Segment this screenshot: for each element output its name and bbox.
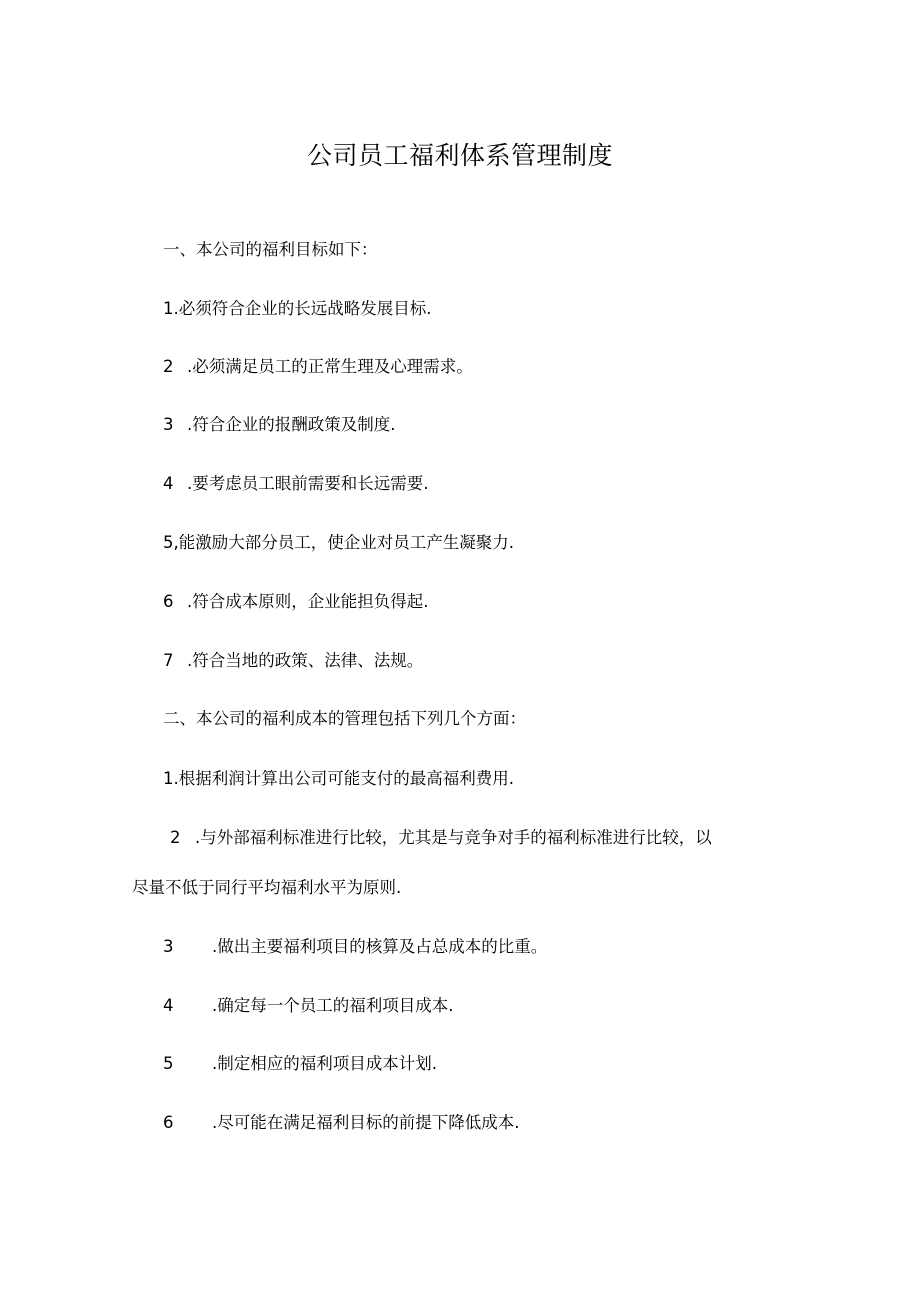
list-item bbox=[163, 649, 423, 673]
item-text: .必须满足员工的正常生理及心理需求。 bbox=[187, 357, 473, 376]
list-item bbox=[163, 767, 514, 791]
item-text: .要考虑员工眼前需要和长远需要. bbox=[187, 474, 429, 493]
item-text: .尽可能在满足福利目标的前提下降低成本. bbox=[212, 1113, 520, 1132]
item-number: 6 bbox=[163, 592, 174, 611]
item-text: .符合当地的政策、法律、法规。 bbox=[187, 651, 424, 670]
list-item bbox=[163, 413, 396, 437]
item-number: 3 bbox=[163, 937, 174, 956]
list-item bbox=[163, 531, 514, 555]
item-number: 2 bbox=[163, 357, 174, 376]
item-text: .做出主要福利项目的核算及占总成本的比重。 bbox=[212, 937, 548, 956]
item-number: 3 bbox=[163, 415, 174, 434]
item-number: 1. bbox=[163, 299, 179, 318]
list-item bbox=[163, 355, 473, 379]
section-heading-2: 二、本公司的福利成本的管理包括下列几个方面： bbox=[163, 709, 526, 728]
list-item bbox=[163, 297, 432, 321]
item-number: 7 bbox=[163, 651, 174, 670]
item-text: .符合成本原则，企业能担负得起. bbox=[187, 592, 429, 611]
item-number: 5, bbox=[163, 533, 179, 552]
item-text: .与外部福利标准进行比较，尤其是与竞争对手的福利标准进行比较，以 bbox=[195, 828, 712, 847]
page-title: 公司员工福利体系管理制度 bbox=[306, 141, 613, 170]
list-item bbox=[163, 1111, 520, 1135]
item-text: .制定相应的福利项目成本计划. bbox=[212, 1054, 437, 1073]
item-text: 必须符合企业的长远战略发展目标. bbox=[178, 299, 432, 318]
item-number: 5 bbox=[163, 1054, 174, 1073]
section-heading-1: 一、本公司的福利目标如下： bbox=[163, 240, 378, 259]
item-text: 能激励大部分员工，使企业对员工产生凝聚力. bbox=[178, 533, 514, 552]
item-number: 6 bbox=[163, 1113, 174, 1132]
list-item bbox=[163, 1052, 437, 1076]
list-item bbox=[170, 826, 712, 850]
item-number: 2 bbox=[170, 828, 181, 847]
item-text: 根据利润计算出公司可能支付的最高福利费用. bbox=[178, 769, 514, 788]
item-number: 4 bbox=[163, 474, 174, 493]
list-item bbox=[163, 994, 454, 1018]
list-item bbox=[163, 472, 429, 496]
list-item bbox=[163, 590, 429, 614]
item-text: .符合企业的报酬政策及制度. bbox=[187, 415, 396, 434]
item-number: 4 bbox=[163, 996, 174, 1015]
list-item bbox=[163, 935, 547, 959]
item-text: .确定每一个员工的福利项目成本. bbox=[212, 996, 454, 1015]
list-item-continuation: 尽量不低于同行平均福利水平为原则. bbox=[132, 878, 402, 897]
item-number: 1. bbox=[163, 769, 179, 788]
